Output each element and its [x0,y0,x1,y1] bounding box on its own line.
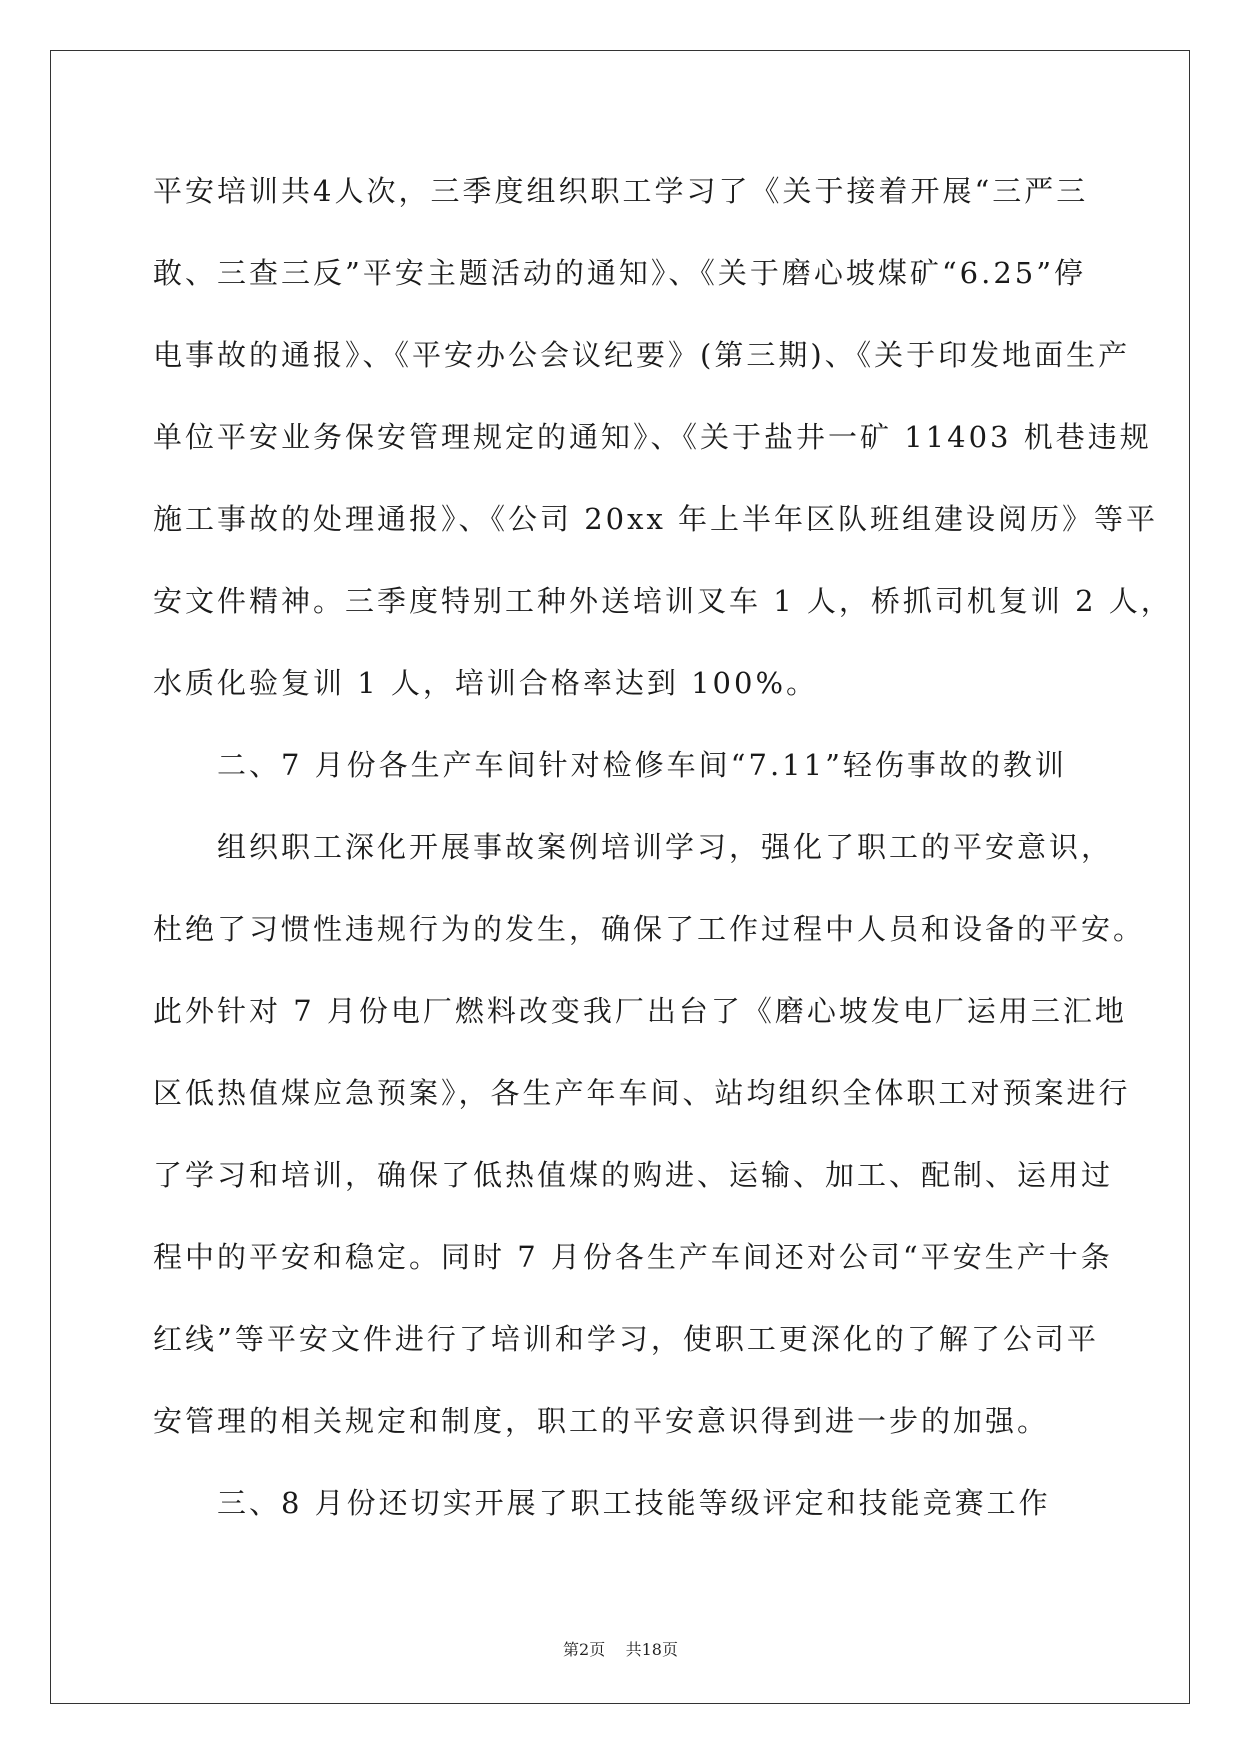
page-label: 第 [563,1640,580,1659]
text-line: 平安培训共4人次，三季度组织职工学习了《关于接着开展“三严三 [153,174,1089,208]
text-line: 二、7 月份各生产车间针对检修车间“7.11”轻伤事故的教训 [217,748,1067,782]
text-line: 杜绝了习惯性违规行为的发生，确保了工作过程中人员和设备的平安。 [153,912,1146,946]
page-suffix: 页 [589,1640,606,1659]
text-line: 施工事故的处理通报》、《公司 20xx 年上半年区队班组建设阅历》等平 [153,502,1159,536]
section-heading-3 [153,1476,1093,1558]
text-line: 水质化验复训 1 人，培训合格率达到 100%。 [153,666,819,700]
text-line: 程中的平安和稳定。同时 7 月份各生产车间还对公司“平安生产十条 [153,1240,1113,1274]
text-line: 单位平安业务保安管理规定的通知》、《关于盐井一矿 11403 机巷违规 [153,420,1152,454]
text-line: 安管理的相关规定和制度，职工的平安意识得到进一步的加强。 [153,1404,1050,1438]
paragraph-3 [153,820,1146,1476]
paragraph-1 [153,164,1173,738]
page-footer [0,1637,1241,1660]
text-line: 红线”等平安文件进行了培训和学习，使职工更深化的了解了公司平 [153,1322,1099,1356]
text-line: 区低热值煤应急预案》，各生产年车间、站均组织全体职工对预案进行 [153,1076,1131,1110]
total-pages: 18 [641,1640,662,1659]
page-number: 2 [579,1640,590,1659]
section-heading-2 [153,738,1093,820]
total-label: 共 [625,1640,642,1659]
document-body [153,164,1173,1558]
text-line: 电事故的通报》、《平安办公会议纪要》(第三期)、《关于印发地面生产 [153,338,1131,372]
text-line: 安文件精神。三季度特别工种外送培训叉车 1 人，桥抓司机复训 2 人， [153,584,1173,618]
text-line: 敢、三查三反”平安主题活动的通知》、《关于磨心坡煤矿“6.25”停 [153,256,1087,290]
total-suffix: 页 [661,1640,678,1659]
text-line: 此外针对 7 月份电厂燃料改变我厂出台了《磨心坡发电厂运用三汇地 [153,994,1127,1028]
text-line: 了学习和培训，确保了低热值煤的购进、运输、加工、配制、运用过 [153,1158,1114,1192]
text-line: 组织职工深化开展事故案例培训学习，强化了职工的平安意识， [217,830,1114,864]
text-line: 三、8 月份还切实开展了职工技能等级评定和技能竞赛工作 [217,1486,1051,1520]
